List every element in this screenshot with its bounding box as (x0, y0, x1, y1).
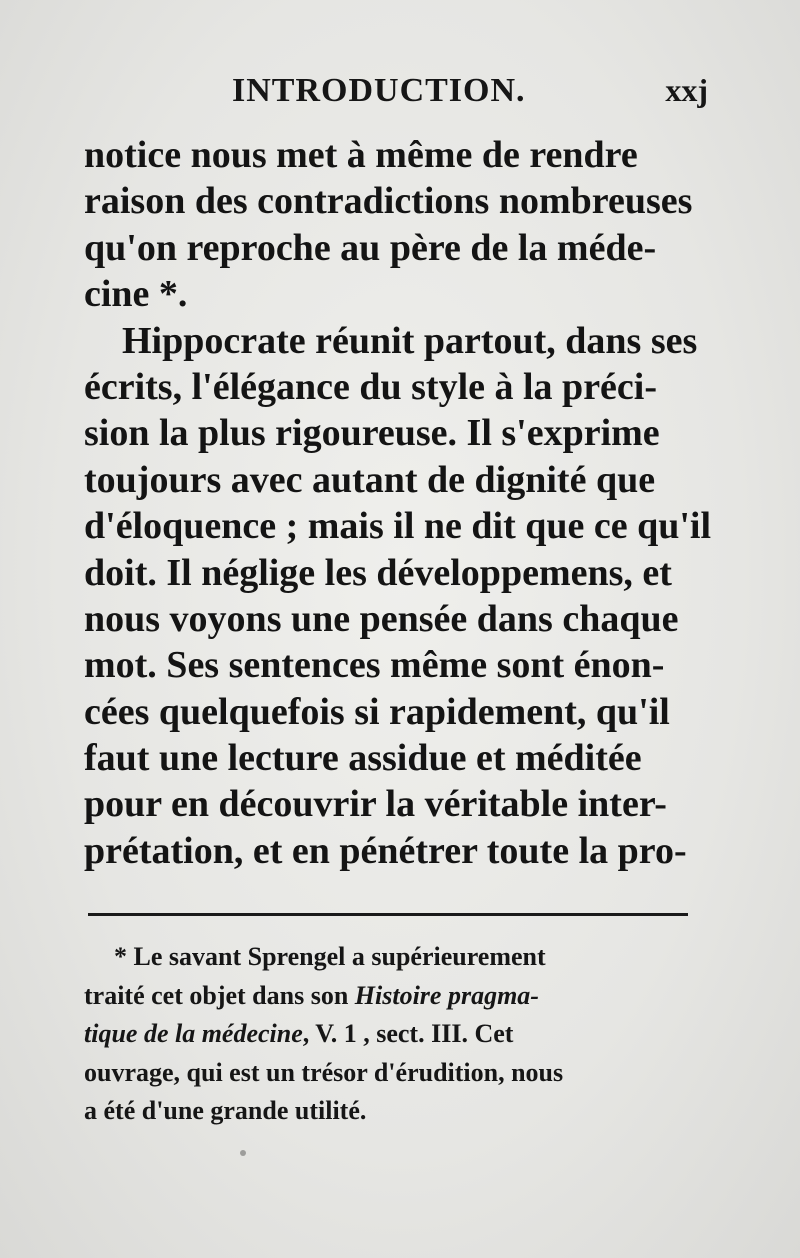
footnote-line (84, 1015, 704, 1054)
main-text (84, 132, 712, 874)
text-line-content: mot. Ses sentences même sont énon- (84, 644, 665, 687)
text-line (84, 271, 704, 317)
text-line-content: prétation, et en pénétrer toute la pro- (84, 829, 687, 872)
text-line-content: qu'on reproche au père de la méde- (84, 226, 657, 269)
text-line (84, 410, 704, 456)
text-line-content: cine *. (84, 273, 188, 316)
text-line (84, 550, 704, 596)
page-number: xxj (665, 72, 708, 108)
text-line (84, 364, 704, 410)
footnote-text: a été d'une grande utilité. (84, 1096, 367, 1125)
text-line-content: notice nous met à même de rendre (84, 134, 638, 176)
running-title: INTRODUCTION. (232, 72, 526, 109)
text-line (84, 735, 704, 781)
text-line (84, 596, 704, 642)
footnote-line (84, 938, 704, 977)
footnote-text: ouvrage, qui est un trésor d'érudition, nous (84, 1057, 564, 1087)
text-line-content: pour en découvrir la véritable inter- (84, 783, 667, 826)
text-line-content: d'éloquence ; mais il ne dit que ce qu'il (84, 505, 712, 548)
text-line (84, 781, 704, 827)
text-line (84, 503, 712, 549)
text-line (84, 178, 704, 224)
text-line (84, 457, 704, 503)
footnote (84, 938, 704, 1131)
text-line (84, 318, 704, 364)
text-line-content: toujours avec autant de dignité que (84, 458, 656, 501)
footnote-text: traité cet objet dans son (84, 980, 349, 1010)
footnote-italic-title: Histoire pragma- (354, 980, 539, 1010)
text-line-content: faut une lecture assidue et méditée (84, 737, 642, 780)
text-line-content: sion la plus rigoureuse. Il s'exprime (84, 412, 660, 455)
footnote-rule (88, 913, 688, 916)
text-line (84, 225, 704, 271)
ink-speck (240, 1150, 246, 1156)
text-line (84, 132, 704, 178)
text-line (84, 642, 704, 688)
text-line-content: nous voyons une pensée dans chaque (84, 597, 679, 640)
footnote-line (84, 1054, 704, 1093)
running-header (232, 72, 708, 116)
text-line (84, 828, 704, 874)
footnote-line (84, 977, 704, 1016)
text-line-content: raison des contradictions nombreuses (84, 180, 693, 223)
text-line-content: Hippocrate réunit partout, dans ses (122, 319, 698, 362)
footnote-italic-title: tique de la médecine (84, 1019, 303, 1048)
footnote-text: * Le savant Sprengel a supérieurement (114, 942, 546, 971)
text-line (84, 689, 704, 735)
text-line-content: doit. Il néglige les développemens, et (84, 551, 672, 594)
footnote-line (84, 1092, 704, 1131)
footnote-text: , V. 1 , sect. III. Cet (302, 1019, 514, 1048)
text-line-content: écrits, l'élégance du style à la préci- (84, 365, 658, 408)
text-line-content: cées quelquefois si rapidement, qu'il (84, 690, 670, 733)
